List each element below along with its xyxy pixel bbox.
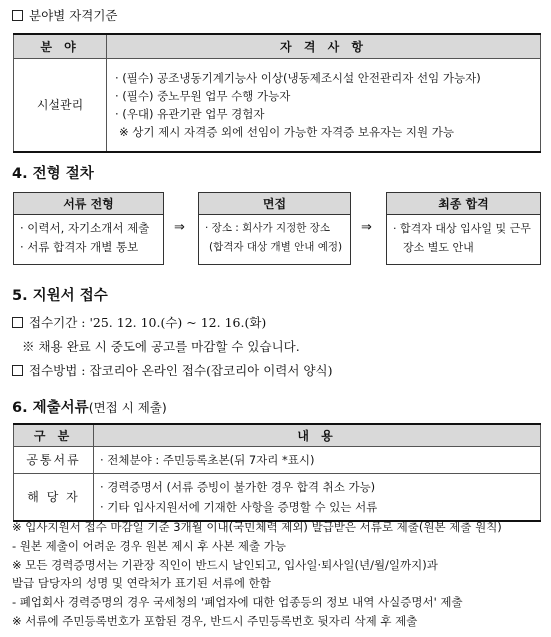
arrow-icon: ⇒: [361, 220, 372, 235]
flow-step-title: 서류 전형: [14, 193, 163, 215]
flow-line: 장소 별도 안내: [403, 241, 474, 254]
flow-line: · 이력서, 자기소개서 제출: [20, 221, 150, 235]
category-cell: 공통서류: [14, 446, 94, 473]
flow-step-title: 면접: [199, 193, 350, 215]
application-period: [12, 313, 266, 331]
section-4-title: 4. 전형 절차: [12, 166, 94, 182]
documents-table: [13, 423, 541, 522]
requirement-item: · (필수) 공조냉동기계기능사 이상(냉동제조시설 안전관리자 선임 가능자): [115, 70, 481, 85]
flow-line: (합격자 대상 개별 안내 예정): [209, 241, 343, 253]
note-line: - 원본 제출이 어려운 경우 원본 제시 후 사본 제출 가능: [12, 539, 286, 553]
flow-line: · 서류 합격자 개별 통보: [20, 240, 139, 254]
section-6-title-suffix: (면접 시 제출): [88, 400, 167, 415]
note-line: ※ 서류에 주민등록번호가 포함된 경우, 반드시 주민등록번호 뒷자리 삭제 후 제출: [12, 614, 418, 628]
application-method: [12, 361, 332, 379]
table-header-field: 분 야: [14, 34, 107, 58]
arrow-icon: ⇒: [174, 220, 185, 235]
table-header-content: 내 용: [94, 424, 541, 446]
qualifications-table: [13, 33, 541, 153]
table-header-requirements: 자 격 사 항: [107, 34, 541, 58]
section-6-title: [12, 396, 167, 417]
category-cell: 해 당 자: [14, 473, 94, 521]
section-5-title: 5. 지원서 접수: [12, 288, 108, 304]
content-item: · 경력증명서 (서류 증빙이 불가한 경우 합격 취소 가능): [100, 479, 376, 494]
note-line: ※ 입사지원서 접수 마감일 기준 3개월 이내(국민체력 제외) 발급받은 서류로 제출(원본 제출 원칙): [12, 520, 502, 534]
category-cell: 시설관리: [14, 58, 107, 152]
application-method-text: 접수방법 : 잡코리아 온라인 접수(잡코리아 이력서 양식): [29, 363, 333, 378]
content-item: · 기타 입사지원서에 기재한 사항을 증명할 수 있는 서류: [100, 499, 378, 514]
content-cell: · 전체분야 : 주민등록초본(뒤 7자리 *표시): [94, 446, 541, 473]
application-period-text: 접수기간 : '25. 12. 10.(수) ~ 12. 16.(화): [29, 315, 267, 330]
requirements-cell: [107, 58, 541, 152]
qualifications-heading: [12, 6, 118, 24]
section-6-title-text: 6. 제출서류: [12, 400, 89, 416]
flow-step-interview: [198, 192, 351, 265]
flow-step-title: 최종 합격: [387, 193, 540, 215]
checkbox-icon: [12, 10, 23, 21]
note-line: ※ 모든 경력증명서는 기관장 직인이 반드시 날인되고, 입사일·퇴사일(년/월/일까지)과: [12, 558, 438, 572]
flow-step-body: [387, 215, 540, 261]
flow-step-final: [386, 192, 541, 265]
flow-line: · 합격자 대상 입사일 및 근무: [393, 222, 531, 235]
note-line: 발급 담당자의 성명 및 연락처가 표기된 서류에 한함: [12, 576, 271, 590]
qualifications-heading-text: 분야별 자격기준: [29, 8, 118, 23]
flow-step-body: [14, 215, 163, 261]
flow-step-body: [199, 215, 350, 261]
requirement-item: · (우대) 유관기관 업무 경험자: [115, 106, 265, 121]
checkbox-icon: [12, 317, 23, 328]
requirement-item: · (필수) 중노무원 업무 수행 가능자: [115, 88, 291, 103]
note-line: - 폐업회사 경력증명의 경우 국세청의 '폐업자에 대한 업종등의 정보 내역 사실증명서' 제출: [12, 595, 463, 609]
flow-line: · 장소 : 회사가 지정한 장소: [205, 222, 330, 234]
period-note: ※ 채용 완료 시 중도에 공고를 마감할 수 있습니다.: [22, 339, 300, 354]
flow-step-document: [13, 192, 164, 265]
checkbox-icon: [12, 365, 23, 376]
table-header-category: 구 분: [14, 424, 94, 446]
content-cell: [94, 473, 541, 521]
requirement-note: ※ 상기 제시 자격증 외에 선임이 가능한 자격증 보유자는 지원 가능: [119, 124, 455, 139]
